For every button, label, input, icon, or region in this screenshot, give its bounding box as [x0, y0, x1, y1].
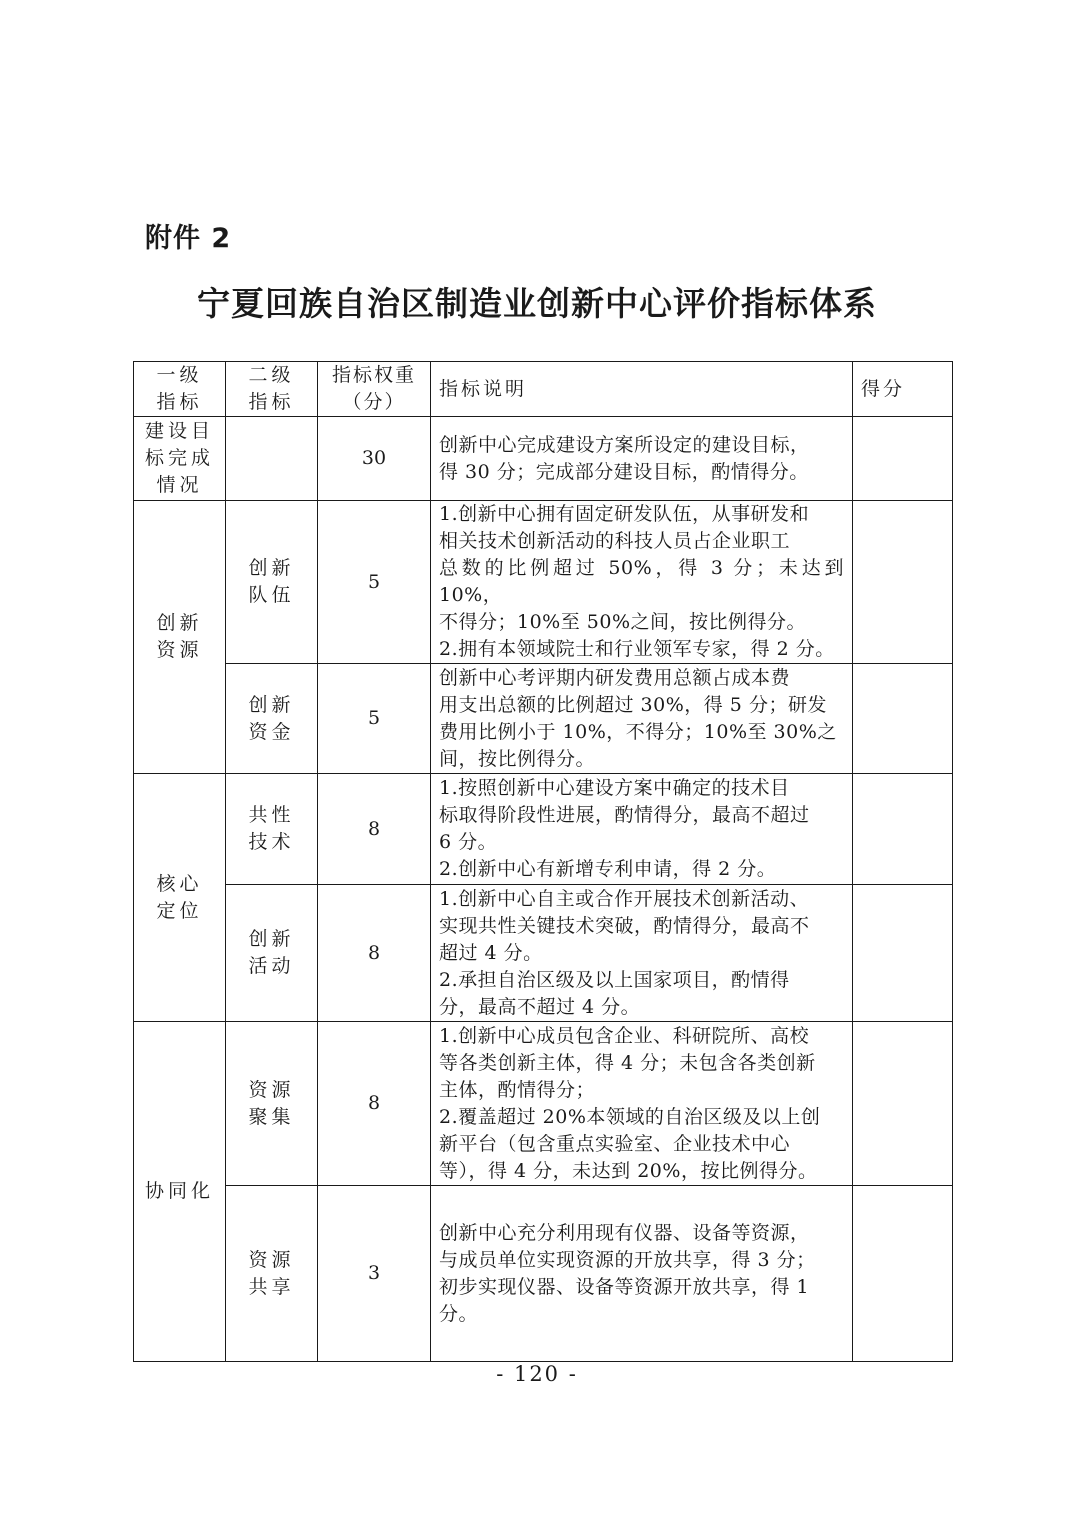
header-description: 指标说明 — [431, 362, 853, 417]
weight-cell: 5 — [318, 501, 431, 664]
score-cell — [853, 774, 953, 885]
weight-cell: 30 — [318, 417, 431, 501]
description-cell: 创新中心充分利用现有仪器、设备等资源， 与成员单位实现资源的开放共享，得 3 分； 初步实现仪器、设备等资源开放共享，得 1 分。 — [431, 1186, 853, 1362]
level1-cell: 创新 资源 — [134, 501, 226, 774]
description-cell: 1.创新中心自主或合作开展技术创新活动、 实现共性关键技术突破，酌情得分，最高不 超过 4 分。 2.承担自治区级及以上国家项目，酌情得 分，最高不超过 4 分。 — [431, 885, 853, 1022]
header-level1: 一级 指标 — [134, 362, 226, 417]
table-row — [134, 417, 953, 501]
level2-cell: 创新 资金 — [226, 664, 318, 774]
score-cell — [853, 417, 953, 501]
attachment-label: 附件 2 — [145, 223, 232, 254]
score-cell — [853, 664, 953, 774]
description-cell: 1.按照创新中心建设方案中确定的技术目 标取得阶段性进展，酌情得分，最高不超过 6 分。 2.创新中心有新增专利申请，得 2 分。 — [431, 774, 853, 885]
table-row — [134, 1022, 953, 1186]
level2-cell — [226, 417, 318, 501]
table-row — [134, 501, 953, 664]
score-cell — [853, 1186, 953, 1362]
level2-cell: 资源 聚集 — [226, 1022, 318, 1186]
table-row — [134, 774, 953, 885]
header-weight: 指标权重 （分） — [318, 362, 431, 417]
table-row — [134, 664, 953, 774]
level2-cell: 资源 共享 — [226, 1186, 318, 1362]
page-number: - 120 - — [496, 1362, 578, 1386]
header-score: 得分 — [853, 362, 953, 417]
level2-cell: 创新 队伍 — [226, 501, 318, 664]
table-header-row — [134, 362, 953, 417]
level2-cell: 创新 活动 — [226, 885, 318, 1022]
page-title: 宁夏回族自治区制造业创新中心评价指标体系 — [197, 284, 877, 323]
description-cell: 1.创新中心拥有固定研发队伍，从事研发和 相关技术创新活动的科技人员占企业职工 总数的比例超过 50%，得 3 分；未达到 10%， 不得分；10%至 50%之间，按比例得分。 2.拥有本领域院士和行业领军专家，得 2 分。 — [431, 501, 853, 664]
weight-cell: 8 — [318, 774, 431, 885]
score-cell — [853, 1022, 953, 1186]
table-row — [134, 885, 953, 1022]
weight-cell: 8 — [318, 1022, 431, 1186]
level1-cell: 协同化 — [134, 1022, 226, 1362]
weight-cell: 8 — [318, 885, 431, 1022]
description-cell: 1.创新中心成员包含企业、科研院所、高校 等各类创新主体，得 4 分；未包含各类创新 主体，酌情得分； 2.覆盖超过 20%本领域的自治区级及以上创 新平台（包含重点实验室、企业技术中心 等），得 4 分，未达到 20%，按比例得分。 — [431, 1022, 853, 1186]
weight-cell: 5 — [318, 664, 431, 774]
weight-cell: 3 — [318, 1186, 431, 1362]
level1-cell: 建设目 标完成 情况 — [134, 417, 226, 501]
description-cell: 创新中心完成建设方案所设定的建设目标， 得 30 分；完成部分建设目标，酌情得分。 — [431, 417, 853, 501]
header-level2: 二级 指标 — [226, 362, 318, 417]
score-cell — [853, 885, 953, 1022]
evaluation-index-table — [133, 361, 953, 1362]
description-cell: 创新中心考评期内研发费用总额占成本费 用支出总额的比例超过 30%，得 5 分；研发 费用比例小于 10%，不得分；10%至 30%之 间，按比例得分。 — [431, 664, 853, 774]
table-row — [134, 1186, 953, 1362]
level1-cell: 核心 定位 — [134, 774, 226, 1022]
score-cell — [853, 501, 953, 664]
level2-cell: 共性 技术 — [226, 774, 318, 885]
